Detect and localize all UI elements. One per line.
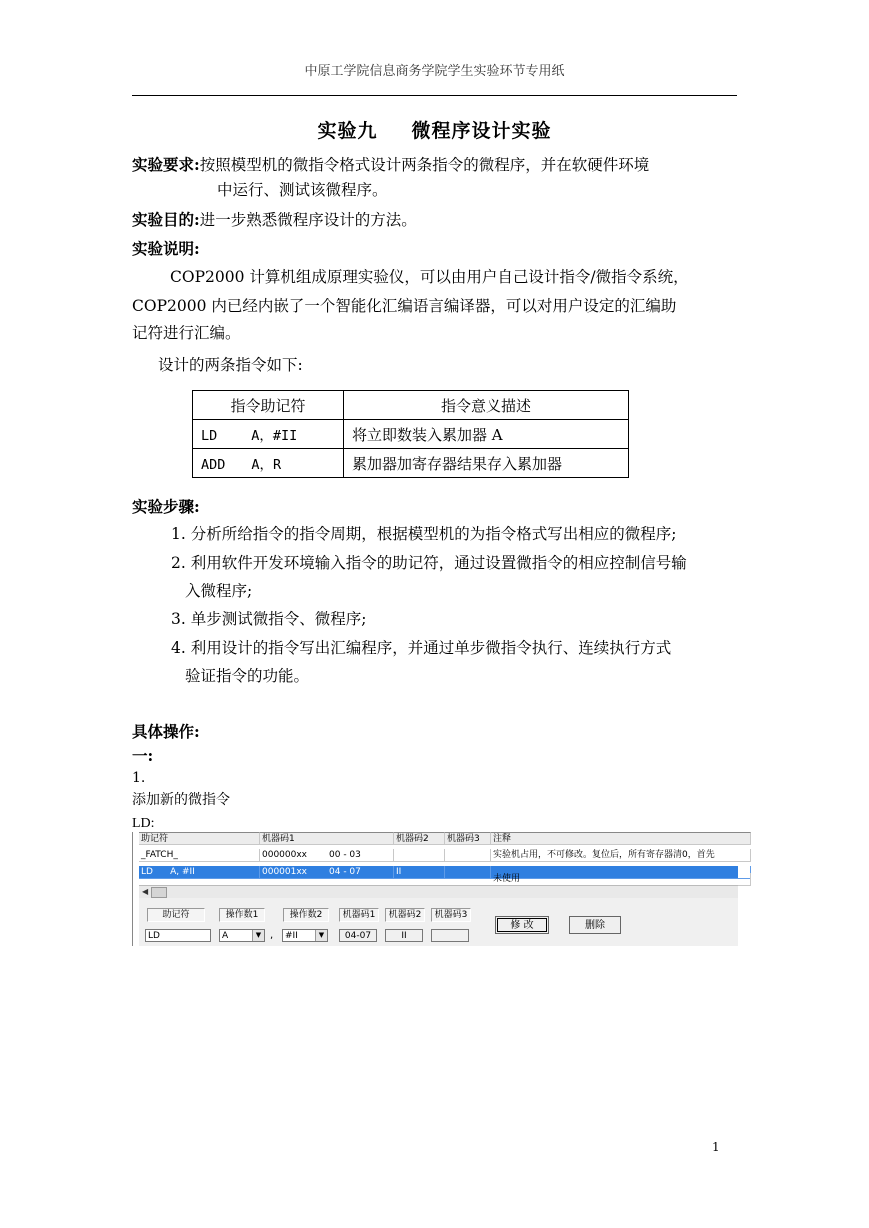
step-4-line-1: 4. 利用设计的指令写出汇编程序，并通过单步微指令执行、连续执行方式: [171, 639, 672, 657]
table-cell-description: 累加器加寄存器结果存入累加器: [344, 449, 629, 478]
scrollbar-thumb[interactable]: [151, 887, 167, 898]
step-2-line-1: 2. 利用软件开发环境输入指令的助记符，通过设置微指令的相应控制信号输: [171, 554, 687, 572]
header-rule: [132, 95, 737, 96]
grid-cell-mnemonic: _FATCH_: [139, 849, 260, 862]
grid-cell-code3: [445, 849, 491, 862]
purpose-text: 进一步熟悉微程序设计的方法。: [199, 211, 417, 229]
code3-field: [431, 929, 469, 942]
purpose-label: 实验目的:: [132, 210, 200, 229]
table-row: [193, 420, 629, 449]
grid-cell-code2: II: [394, 866, 445, 879]
requirement-line-1: [132, 152, 649, 178]
operand-separator: ,: [270, 930, 274, 941]
code1-value: 000000xx: [262, 850, 308, 860]
grid-cell-note: 实验机占用，不可修改。复位后，所有寄存器清0，首先: [491, 849, 751, 862]
step-2-line-2: 入微程序;: [185, 582, 253, 600]
edit-panel: [139, 898, 738, 946]
mnemonic-text: LD: [201, 428, 218, 444]
operands-text: A，#II: [251, 428, 298, 444]
grid-cell-note: 未使用: [491, 873, 751, 886]
label-operand1: 操作数1: [219, 908, 265, 922]
operations-ld-label: LD:: [132, 816, 155, 831]
table-header-row: [193, 391, 629, 420]
grid-header-row: [139, 832, 738, 845]
operands-text: A，R: [251, 457, 282, 473]
steps-label: 实验步骤:: [132, 497, 200, 516]
grid-header-code2[interactable]: 机器码2: [394, 832, 445, 845]
operations-number: 1.: [132, 770, 146, 786]
code1-value: 000001xx: [262, 867, 308, 877]
title-experiment-number: 实验九: [317, 120, 378, 142]
explanation-paragraph-4: 设计的两条指令如下:: [158, 356, 303, 374]
grid-cell-code1: [260, 849, 394, 862]
label-mnemonic: 助记符: [147, 908, 205, 922]
explanation-label: 实验说明:: [132, 239, 200, 258]
table-row[interactable]: [139, 849, 738, 862]
code1-field: 04-07: [339, 929, 377, 942]
grid-cell-code2: [394, 849, 445, 862]
page-number: 1: [712, 1140, 720, 1154]
step-1: 1. 分析所给指令的指令周期，根据模型机的为指令格式写出相应的微程序;: [171, 525, 677, 543]
instruction-table: [192, 390, 629, 478]
delete-button[interactable]: 删除: [569, 916, 621, 934]
grid-cell-mnemonic: LD A, #II: [139, 866, 260, 879]
instruction-editor-screenshot: [132, 832, 738, 946]
explanation-paragraph-1: COP2000 计算机组成原理实验仪，可以由用户自己设计指令/微指令系统，: [170, 268, 689, 286]
label-code3: 机器码3: [431, 908, 471, 922]
table-cell-mnemonic: [193, 420, 344, 449]
page-header: 中原工学院信息商务学院学生实验环节专用纸: [304, 64, 565, 79]
requirement-label: 实验要求:: [132, 155, 200, 174]
grid-header-code3[interactable]: 机器码3: [445, 832, 491, 845]
mnemonic-input[interactable]: LD: [145, 929, 211, 942]
operand2-select[interactable]: [282, 929, 328, 942]
requirement-text-2: 中运行、测试该微程序。: [217, 181, 388, 199]
operations-part: 一:: [132, 746, 154, 765]
table-cell-mnemonic: [193, 449, 344, 478]
page-title: [0, 116, 869, 143]
grid-header-mnemonic[interactable]: 助记符: [139, 832, 260, 845]
label-code2: 机器码2: [385, 908, 425, 922]
explanation-paragraph-3: 记符进行汇编。: [132, 324, 241, 342]
table-cell-description: 将立即数装入累加器 A: [344, 420, 629, 449]
explanation-paragraph-2: COP2000 内已经内嵌了一个智能化汇编语言编译器，可以对用户设定的汇编助: [132, 297, 677, 315]
operations-add-microinstruction: 添加新的微指令: [132, 792, 230, 808]
operand1-value: A: [222, 931, 229, 941]
grid-header-note[interactable]: 注释: [491, 832, 751, 845]
label-code1: 机器码1: [339, 908, 379, 922]
mnemonic-text: ADD: [201, 457, 226, 473]
grid-header-code1[interactable]: 机器码1: [260, 832, 394, 845]
step-3: 3. 单步测试微指令、微程序;: [171, 610, 367, 628]
address-range: 04 - 07: [329, 867, 361, 877]
table-row: [193, 449, 629, 478]
code2-field: II: [385, 929, 423, 942]
operations-label: 具体操作:: [132, 722, 200, 741]
address-range: 00 - 03: [329, 850, 361, 860]
step-4-line-2: 验证指令的功能。: [185, 667, 310, 685]
table-header-mnemonic: 指令助记符: [193, 391, 344, 420]
title-experiment-name: 微程序设计实验: [411, 120, 552, 142]
table-header-description: 指令意义描述: [344, 391, 629, 420]
chevron-down-icon[interactable]: ▼: [252, 930, 264, 941]
modify-button[interactable]: 修 改: [495, 916, 549, 934]
requirement-text-1: 按照模型机的微指令格式设计两条指令的微程序，并在软硬件环境: [199, 156, 650, 174]
grid-cell-code3: [445, 866, 491, 879]
operand2-value: #II: [285, 931, 298, 941]
label-operand2: 操作数2: [283, 908, 329, 922]
scroll-left-icon[interactable]: ◀: [142, 887, 149, 896]
horizontal-scrollbar[interactable]: [139, 885, 738, 899]
chevron-down-icon[interactable]: ▼: [315, 930, 327, 941]
operand1-select[interactable]: [219, 929, 265, 942]
grid-cell-code1: [260, 866, 394, 879]
purpose-line: [132, 207, 417, 233]
